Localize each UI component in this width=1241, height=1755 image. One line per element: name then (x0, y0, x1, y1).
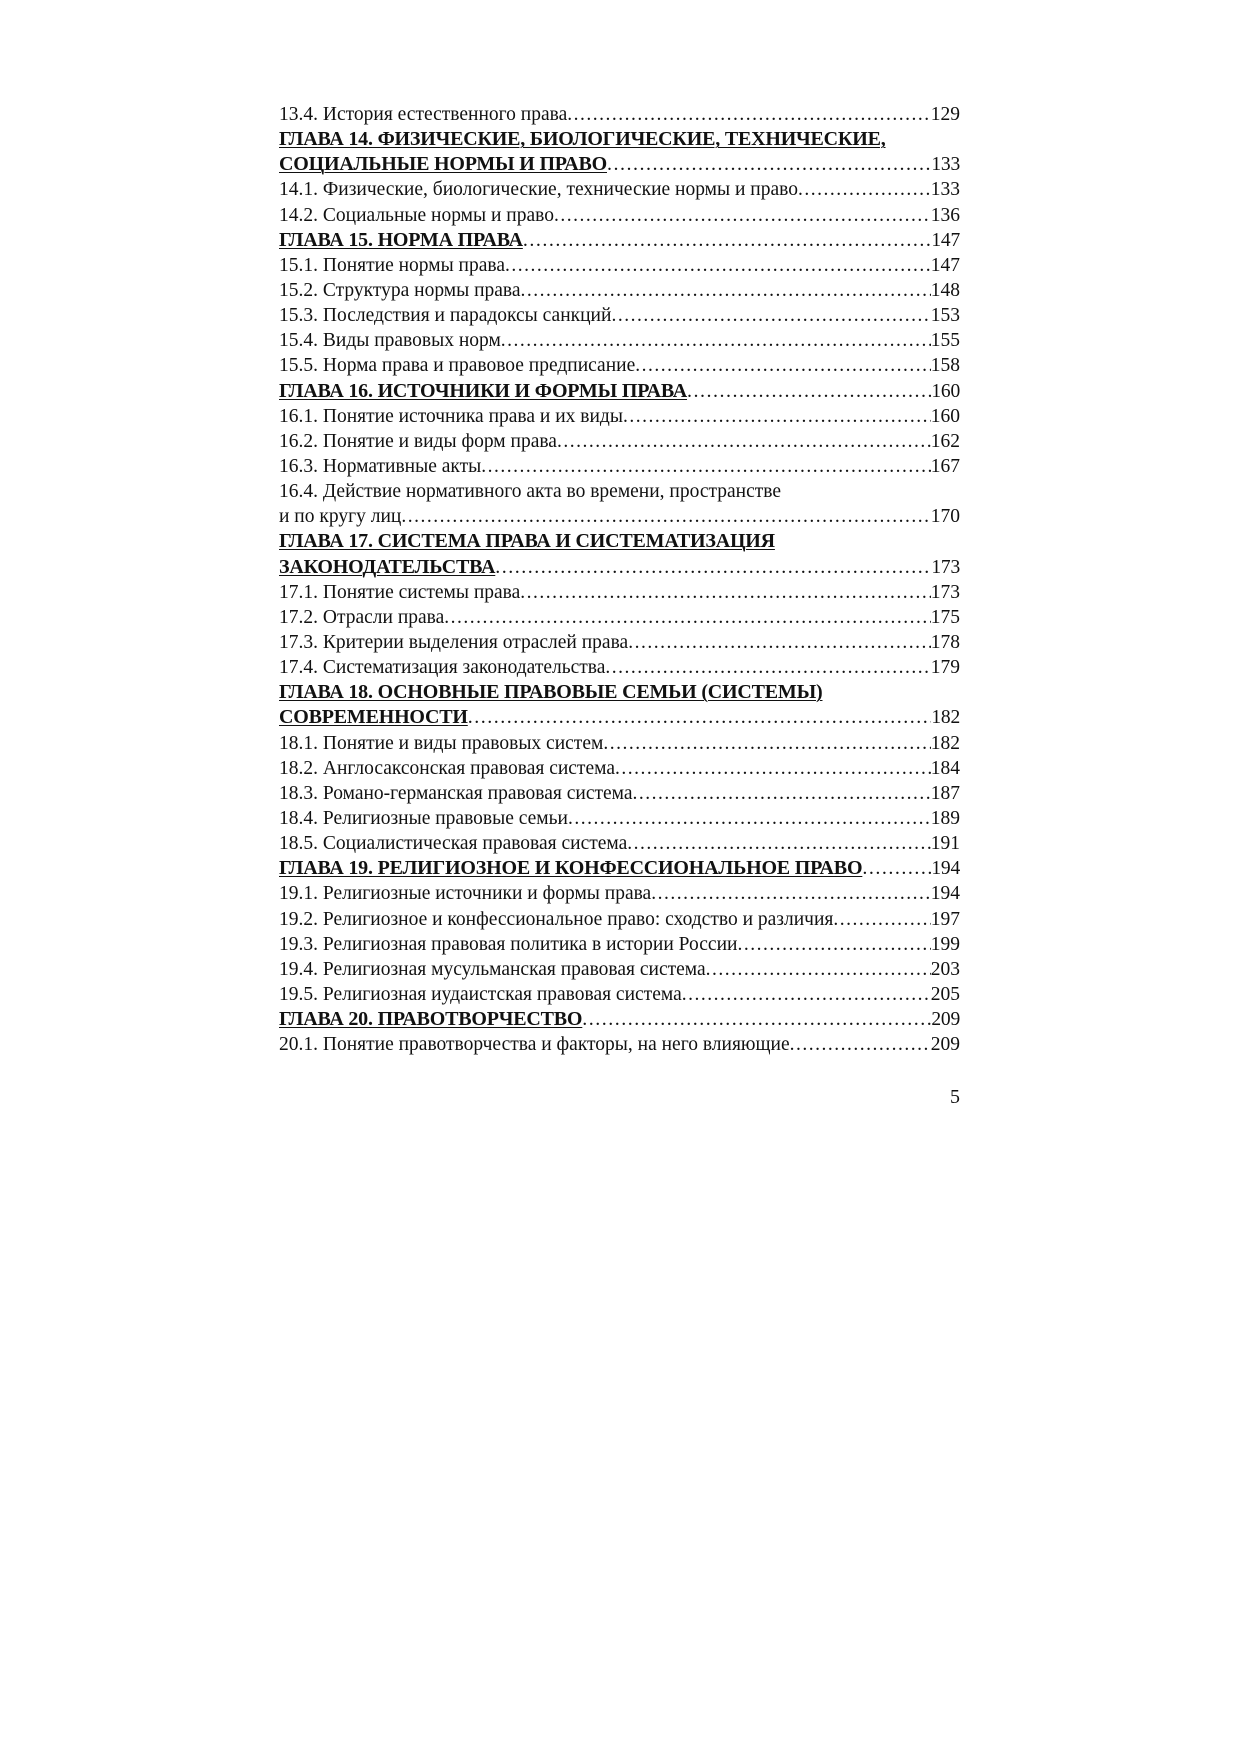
toc-entry-title: 19.4. Религиозная мусульманская правовая система (279, 958, 706, 980)
toc-entry-title: 17.1. Понятие системы права (279, 581, 521, 603)
toc-chapter-row (279, 680, 960, 705)
toc-entry-page: 187 (930, 782, 960, 804)
toc-entry-title: 20.1. Понятие правотворчества и факторы, на него влияющие (279, 1034, 790, 1056)
toc-entry-title: 16.3. Нормативные акты (279, 455, 482, 477)
toc-section-row (279, 1032, 960, 1057)
toc-section-row (279, 278, 960, 303)
toc-entry-page: 136 (930, 204, 960, 226)
dot-leader (567, 102, 931, 127)
toc-entry-page: 191 (930, 833, 960, 855)
toc-entry-page: 197 (930, 908, 960, 930)
toc-entry-page: 170 (930, 506, 960, 528)
toc-entry-page: 129 (930, 104, 960, 125)
toc-entry-page: 133 (931, 154, 960, 176)
toc-entry-title: 13.4. История естественного права (279, 104, 568, 125)
toc-entry-title: 16.2. Понятие и виды форм права (279, 430, 557, 452)
toc-entry-title: 15.3. Последствия и парадоксы санкций (279, 305, 612, 327)
toc-section-row (279, 580, 960, 605)
toc-entry-page: 147 (930, 254, 960, 276)
toc-entry-page: 184 (930, 757, 960, 779)
dot-leader (706, 957, 931, 982)
dot-leader (401, 504, 930, 529)
dot-leader (635, 353, 931, 378)
dot-leader (603, 731, 930, 756)
toc-section-row (279, 203, 960, 228)
toc-entry-page: 173 (930, 581, 960, 603)
dot-leader (495, 555, 931, 580)
toc-entry-page: 173 (931, 556, 960, 578)
dot-leader (607, 152, 931, 177)
toc-section-row (279, 429, 960, 454)
toc-entry-page: 189 (930, 807, 960, 829)
toc-section-row (279, 756, 960, 781)
toc-entry-page: 160 (930, 405, 960, 427)
toc-entry-page: 155 (930, 330, 960, 352)
dot-leader (468, 705, 932, 730)
toc-entry-title: 18.3. Романо-германская правовая система (279, 782, 633, 804)
toc-entry-page: 199 (930, 933, 960, 955)
dot-leader (627, 831, 930, 856)
toc-entry-title: СОВРЕМЕННОСТИ (279, 706, 468, 729)
toc-entry-title: 16.4. Действие нормативного акта во времени, пространстве (279, 481, 782, 503)
toc-entry-title: 18.2. Англосаксонская правовая система (279, 757, 615, 779)
dot-leader (605, 655, 930, 680)
toc-entry-title: 15.5. Норма права и правовое предписание (279, 355, 636, 377)
toc-entry-page: 209 (930, 1034, 960, 1056)
dot-leader (505, 253, 931, 278)
toc-section-row (279, 781, 960, 806)
toc-entry-page: 205 (930, 983, 960, 1005)
dot-leader (557, 429, 931, 454)
toc-entry-page: 203 (930, 958, 960, 980)
toc-section-row (279, 957, 960, 982)
toc-chapter-row (279, 705, 960, 730)
toc-entry-page: 158 (930, 355, 960, 377)
toc-entry-page: 178 (930, 631, 960, 653)
toc-section-row (279, 630, 960, 655)
toc-entry-title: и по кругу лиц (279, 506, 402, 528)
toc-entry-page: 153 (930, 305, 960, 327)
toc-entry-page: 175 (930, 606, 960, 628)
toc-entry-title: 17.3. Критерии выделения отраслей права (279, 631, 629, 653)
toc-section-row (279, 881, 960, 906)
dot-leader (682, 982, 931, 1007)
toc-entry-title: 19.5. Религиозная иудаистская правовая система (279, 983, 682, 1005)
toc-chapter-row (279, 379, 960, 404)
toc-section-row (279, 253, 960, 278)
toc-section-row (279, 831, 960, 856)
toc-section-row (279, 907, 960, 932)
toc-chapter-row (279, 152, 960, 177)
dot-leader (615, 756, 931, 781)
toc-entry-title: ГЛАВА 20. ПРАВОТВОРЧЕСТВО (279, 1008, 583, 1031)
toc-entry-page: 194 (931, 858, 960, 880)
toc-entry-title: ГЛАВА 19. РЕЛИГИОЗНОЕ И КОНФЕССИОНАЛЬНОЕ ПРАВО (279, 857, 863, 880)
dot-leader (582, 1007, 931, 1032)
dot-leader (798, 177, 931, 202)
toc-section-row (279, 353, 960, 378)
toc-entry-title: 18.4. Религиозные правовые семьи (279, 807, 568, 829)
toc-entry-page: 194 (930, 883, 960, 905)
toc-section-row (279, 328, 960, 353)
toc-section-row (279, 655, 960, 680)
toc-entry-title: 19.2. Религиозное и конфессиональное право: сходство и различия (279, 908, 834, 930)
dot-leader (520, 580, 930, 605)
dot-leader (521, 278, 931, 303)
toc-entry-title: ГЛАВА 14. ФИЗИЧЕСКИЕ, БИОЛОГИЧЕСКИЕ, ТЕХНИЧЕСКИЕ, (279, 128, 886, 151)
toc-entry-title: 15.2. Структура нормы права (279, 279, 521, 301)
toc-section-row (279, 605, 960, 630)
toc-chapter-row (279, 856, 960, 881)
dot-leader (523, 228, 932, 253)
toc-entry-title: 15.4. Виды правовых норм (279, 330, 501, 352)
toc-section-row (279, 454, 960, 479)
toc-entry-page: 160 (931, 380, 960, 402)
toc-entry-title: 18.5. Социалистическая правовая система (279, 833, 628, 855)
toc-section-row (279, 102, 960, 127)
dot-leader (862, 856, 931, 881)
dot-leader (687, 379, 931, 404)
dot-leader (501, 328, 931, 353)
toc-entry-title: 17.2. Отрасли права (279, 606, 445, 628)
toc-entry-page: 179 (930, 657, 960, 679)
toc-entry-title: ГЛАВА 18. ОСНОВНЫЕ ПРАВОВЫЕ СЕМЬИ (СИСТЕМЫ) (279, 681, 823, 704)
toc-entry-title: 18.1. Понятие и виды правовых систем (279, 732, 604, 754)
dot-leader (651, 881, 931, 906)
toc-entry-title: 15.1. Понятие нормы права (279, 254, 506, 276)
toc-section-row (279, 479, 960, 504)
dot-leader (568, 806, 931, 831)
toc-entry-title: 17.4. Систематизация законодательства (279, 657, 606, 679)
toc-chapter-row (279, 1007, 960, 1032)
dot-leader (623, 404, 931, 429)
toc-entry-title: 19.3. Религиозная правовая политика в истории России (279, 933, 738, 955)
toc-section-row (279, 177, 960, 202)
toc-entry-page: 182 (930, 732, 960, 754)
toc-section-row (279, 982, 960, 1007)
toc-section-row (279, 303, 960, 328)
toc-entry-title: 19.1. Религиозные источники и формы права (279, 883, 652, 905)
toc-entry-title: ЗАКОНОДАТЕЛЬСТВА (279, 555, 496, 578)
dot-leader (633, 781, 931, 806)
toc-entry-title: 14.2. Социальные нормы и право (279, 204, 554, 226)
page-number: 5 (950, 1086, 960, 1108)
toc-entry-page: 209 (931, 1009, 960, 1031)
dot-leader (737, 932, 930, 957)
toc-section-row (279, 731, 960, 756)
toc-entry-title: ГЛАВА 16. ИСТОЧНИКИ И ФОРМЫ ПРАВА (279, 379, 688, 402)
dot-leader (444, 605, 930, 630)
toc-entry-title: 14.1. Физические, биологические, технические нормы и право (279, 179, 798, 201)
toc-section-row (279, 504, 960, 529)
toc-chapter-row (279, 529, 960, 554)
toc-chapter-row (279, 228, 960, 253)
toc-entry-title: ГЛАВА 15. НОРМА ПРАВА (279, 228, 523, 251)
dot-leader (481, 454, 931, 479)
dot-leader (790, 1032, 931, 1057)
toc-section-row (279, 806, 960, 831)
dot-leader (628, 630, 931, 655)
toc-section-row (279, 932, 960, 957)
toc-section-row (279, 404, 960, 429)
toc-entry-page: 167 (930, 455, 960, 477)
toc-entry-page: 182 (931, 707, 960, 729)
toc-entry-page: 147 (931, 229, 960, 251)
table-of-contents (279, 102, 960, 1057)
toc-entry-page: 162 (930, 430, 960, 452)
toc-entry-title: 16.1. Понятие источника права и их виды (279, 405, 623, 427)
toc-chapter-row (279, 127, 960, 152)
toc-entry-title: ГЛАВА 17. СИСТЕМА ПРАВА И СИСТЕМАТИЗАЦИЯ (279, 530, 775, 553)
toc-entry-page: 133 (930, 179, 960, 201)
toc-entry-title: СОЦИАЛЬНЫЕ НОРМЫ И ПРАВО (279, 153, 607, 176)
dot-leader (611, 303, 930, 328)
toc-entry-page: 148 (930, 279, 960, 301)
toc-chapter-row (279, 555, 960, 580)
dot-leader (554, 203, 931, 228)
dot-leader (833, 907, 930, 932)
